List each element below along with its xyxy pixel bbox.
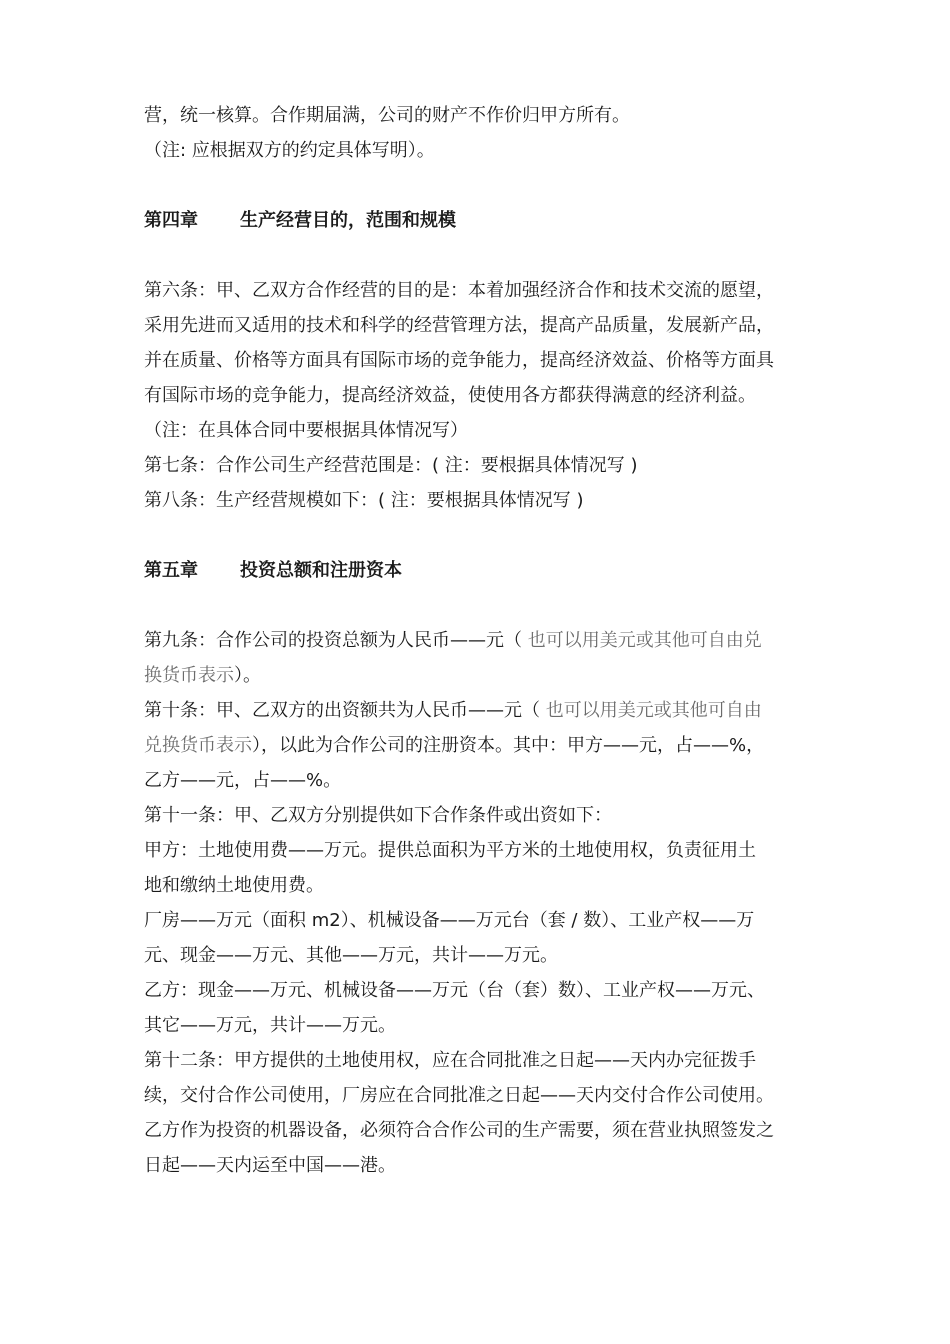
chapter-4-number: 第四章	[144, 210, 198, 231]
chapter-4-heading	[144, 203, 812, 238]
intro-note: （注: 应根据双方的约定具体写明）。	[144, 140, 435, 161]
article-9-currency-note-end: 换货币表示	[144, 665, 234, 686]
article-10-currency-note: 也可以用美元或其他可自由	[545, 700, 762, 721]
article-9-line-1	[144, 623, 812, 658]
chapter-5-heading	[144, 553, 812, 588]
article-6-line-1: 第六条：甲、乙双方合作经营的目的是：本着加强经济合作和技术交流的愿望，	[144, 280, 774, 301]
article-8: 第八条：生产经营规模如下：( 注：要根据具体情况写 )	[144, 490, 584, 511]
article-10-text: 第十条：甲、乙双方的出资额共为人民币——元（	[144, 700, 546, 721]
document-body	[144, 98, 812, 1183]
article-12-line-4: 日起——天内运至中国——港。	[144, 1155, 396, 1176]
article-12-line-3: 乙方作为投资的机器设备，必须符合合作公司的生产需要，须在营业执照签发之	[144, 1120, 774, 1141]
spacer	[144, 518, 812, 553]
article-10-text-cont: ），以此为合作公司的注册资本。其中：甲方——元，占——%，	[252, 735, 765, 756]
article-6-line-4: 有国际市场的竞争能力，提高经济效益，使使用各方都获得满意的经济利益。	[144, 385, 756, 406]
article-12-line-1: 第十二条：甲方提供的土地使用权，应在合同批准之日起——天内办完征拨手	[144, 1050, 756, 1071]
article-6-line-2: 采用先进而又适用的技术和科学的经营管理方法，提高产品质量，发展新产品，	[144, 315, 774, 336]
article-10-line-2	[144, 728, 812, 763]
spacer	[144, 238, 812, 273]
intro-line-1: 营，统一核算。合作期届满，公司的财产不作价归甲方所有。	[144, 105, 630, 126]
chapter-5-number: 第五章	[144, 560, 198, 581]
article-10-currency-note-end: 兑换货币表示	[144, 735, 252, 756]
article-6-note: （注：在具体合同中要根据具体情况写）	[144, 420, 468, 441]
article-11-party-b-line-1: 乙方：现金——万元、机械设备——万元（台（套）数）、工业产权——万元、	[144, 980, 765, 1001]
article-6-line-3: 并在质量、价格等方面具有国际市场的竞争能力，提高经济效益、价格等方面具	[144, 350, 774, 371]
article-11-assets-line-2: 元、现金——万元、其他——万元，共计——万元。	[144, 945, 558, 966]
article-11-party-a-line-1: 甲方：土地使用费——万元。提供总面积为平方米的土地使用权，负责征用土	[144, 840, 756, 861]
article-10-line-1	[144, 693, 812, 728]
article-9-line-2	[144, 658, 812, 693]
article-11: 第十一条：甲、乙双方分别提供如下合作条件或出资如下：	[144, 805, 612, 826]
article-7: 第七条：合作公司生产经营范围是：( 注：要根据具体情况写 )	[144, 455, 638, 476]
spacer	[144, 168, 812, 203]
article-9-text: 第九条：合作公司的投资总额为人民币——元（	[144, 630, 528, 651]
chapter-5-title: 投资总额和注册资本	[240, 560, 402, 581]
article-10-line-3: 乙方——元，占——%。	[144, 770, 342, 791]
article-11-party-b-line-2: 其它——万元，共计——万元。	[144, 1015, 396, 1036]
article-9-close: ）。	[234, 665, 261, 686]
chapter-4-title: 生产经营目的，范围和规模	[240, 210, 456, 231]
article-11-party-a-line-2: 地和缴纳土地使用费。	[144, 875, 324, 896]
article-11-assets-line-1: 厂房——万元（面积 m2）、机械设备——万元台（套 / 数）、工业产权——万	[144, 910, 755, 931]
article-9-currency-note: 也可以用美元或其他可自由兑	[527, 630, 762, 651]
article-12-line-2: 续，交付合作公司使用，厂房应在合同批准之日起——天内交付合作公司使用。	[144, 1085, 774, 1106]
spacer	[144, 588, 812, 623]
